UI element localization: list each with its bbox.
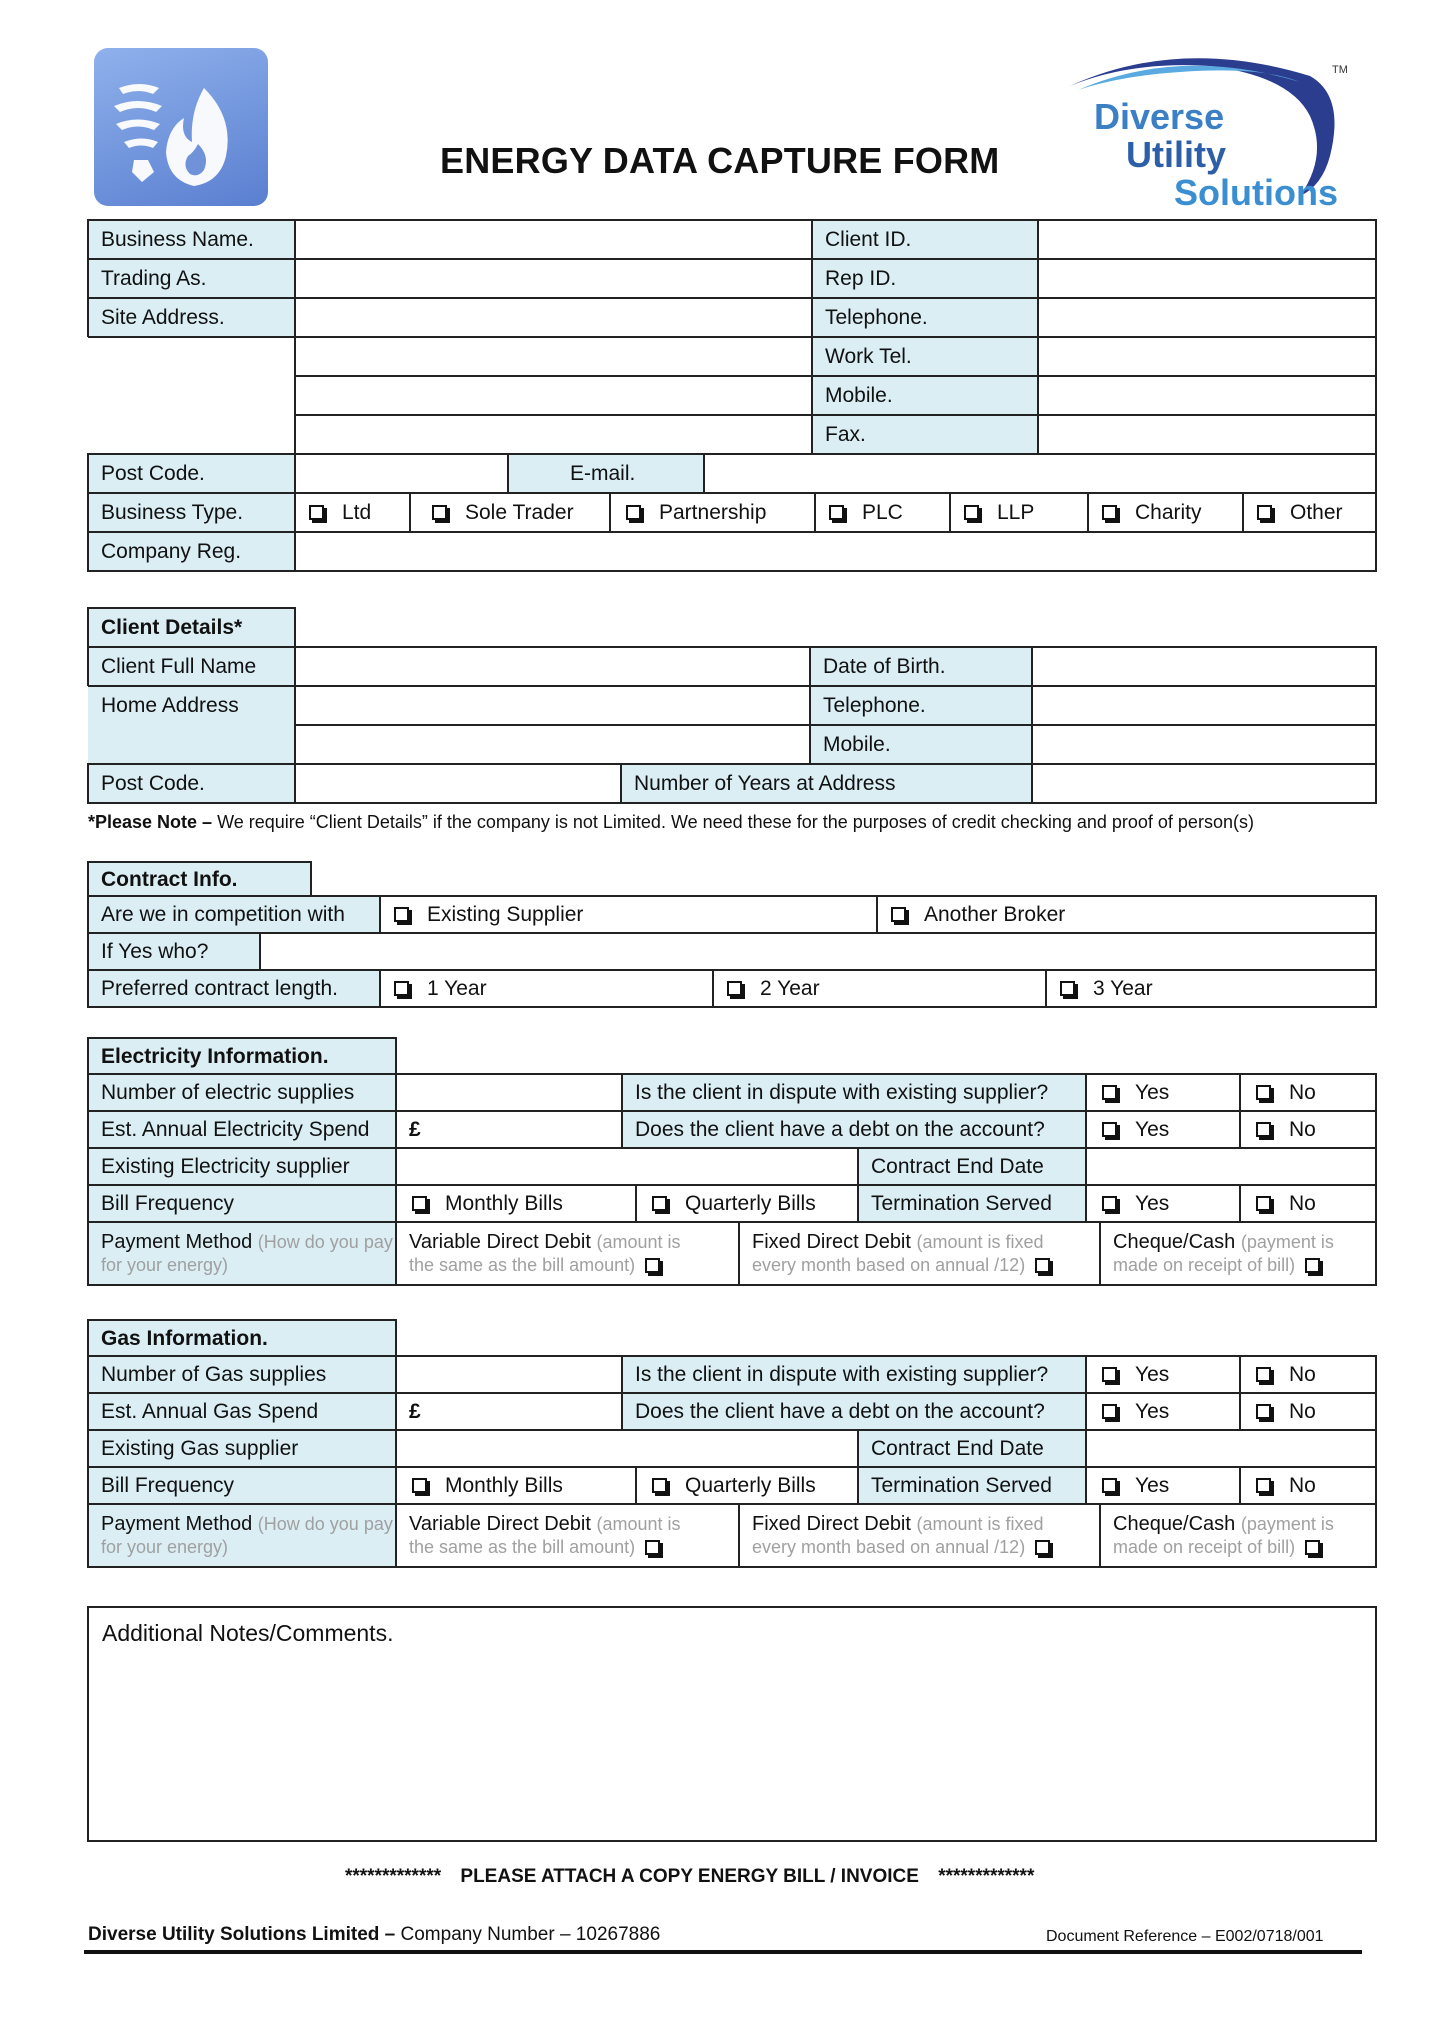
logo-word-1: Diverse — [1094, 96, 1225, 137]
attach-text: PLEASE ATTACH A COPY ENERGY BILL / INVOICE — [460, 1866, 919, 1887]
gas-debt-yes[interactable] — [1086, 1393, 1240, 1430]
checkbox[interactable] — [1102, 1367, 1117, 1382]
label-work-tel: Work Tel. — [812, 337, 1038, 376]
option-label: No — [1289, 1118, 1316, 1141]
option-label: Quarterly Bills — [685, 1474, 816, 1497]
cheque-hint: (payment is — [1240, 1231, 1334, 1252]
gas-supplies-input[interactable] — [396, 1356, 622, 1393]
fdd-hint-2: every month based on annual /12) — [752, 1536, 1026, 1557]
option-label: No — [1289, 1081, 1316, 1104]
gas-termination-yes[interactable] — [1086, 1467, 1240, 1504]
trading-as-input[interactable] — [295, 259, 812, 298]
dob-input[interactable] — [1032, 647, 1376, 686]
label-gas-termination: Termination Served — [858, 1467, 1086, 1504]
length-1-option[interactable] — [380, 970, 713, 1007]
checkbox[interactable] — [891, 907, 906, 922]
label-client-id: Client ID. — [812, 220, 1038, 259]
elec-termination-yes[interactable] — [1086, 1185, 1240, 1222]
page-title: ENERGY DATA CAPTURE FORM — [440, 140, 1000, 181]
client-post-code-input[interactable] — [295, 764, 621, 803]
site-address-input-4[interactable] — [295, 415, 812, 454]
email-input[interactable] — [704, 454, 1376, 493]
electricity-heading: Electricity Information. — [88, 1038, 396, 1074]
payment-method-hint: (How do you pay for your energy) — [101, 1513, 393, 1557]
checkbox[interactable] — [645, 1540, 660, 1555]
post-code-input[interactable] — [295, 454, 508, 493]
elec-debt-yes[interactable] — [1086, 1111, 1240, 1148]
logo-word-2: Utility — [1126, 134, 1227, 175]
fdd-hint-2: every month based on annual /12) — [752, 1254, 1026, 1275]
label-preferred-length: Preferred contract length. — [88, 970, 380, 1007]
gas-contract-end-input[interactable] — [1086, 1430, 1376, 1467]
client-note — [88, 812, 1254, 833]
label-gas-spend: Est. Annual Gas Spend — [88, 1393, 396, 1430]
label-elec-supplies: Number of electric supplies — [88, 1074, 396, 1111]
gas-vdd-option[interactable] — [396, 1504, 739, 1567]
checkbox[interactable] — [1102, 505, 1117, 520]
years-at-address-input[interactable] — [1032, 764, 1376, 803]
gas-termination-no[interactable] — [1240, 1467, 1376, 1504]
elec-dispute-yes[interactable] — [1086, 1074, 1240, 1111]
checkbox[interactable] — [1102, 1196, 1117, 1211]
label-if-yes: If Yes who? — [88, 933, 260, 970]
gas-supplier-input[interactable] — [396, 1430, 858, 1467]
gas-dispute-yes[interactable] — [1086, 1356, 1240, 1393]
elec-supplies-input[interactable] — [396, 1074, 622, 1111]
elec-vdd-option[interactable] — [396, 1222, 739, 1285]
label-years-at-address: Number of Years at Address — [621, 764, 1032, 803]
type-charity-option[interactable] — [1088, 493, 1243, 532]
vdd-hint-2: the same as the bill amount) — [409, 1536, 636, 1557]
label-gas-contract-end: Contract End Date — [858, 1430, 1086, 1467]
label-gas-debt: Does the client have a debt on the account? — [622, 1393, 1086, 1430]
option-label: No — [1289, 1192, 1316, 1215]
note-bold: *Please Note – — [88, 812, 213, 832]
option-label: 1 Year — [427, 977, 487, 1000]
fdd-hint: (amount is fixed — [916, 1513, 1044, 1534]
client-telephone-input[interactable] — [1032, 686, 1376, 725]
checkbox[interactable] — [1102, 1404, 1117, 1419]
option-label: Yes — [1135, 1474, 1170, 1497]
vdd-hint-2: the same as the bill amount) — [409, 1254, 636, 1275]
type-sole-trader-option[interactable] — [410, 493, 610, 532]
checkbox[interactable] — [412, 1478, 427, 1493]
checkbox[interactable] — [412, 1196, 427, 1211]
checkbox[interactable] — [1060, 981, 1075, 996]
label-elec-spend: Est. Annual Electricity Spend — [88, 1111, 396, 1148]
elec-monthly-option[interactable] — [396, 1185, 636, 1222]
company-logo — [1060, 46, 1360, 216]
telephone-input[interactable] — [1038, 298, 1376, 337]
option-label: Quarterly Bills — [685, 1192, 816, 1215]
gas-spend-input[interactable]: £ — [409, 1400, 421, 1423]
type-partnership-option[interactable] — [610, 493, 815, 532]
gas-debt-no[interactable] — [1240, 1393, 1376, 1430]
type-plc-option[interactable] — [815, 493, 950, 532]
elec-termination-no[interactable] — [1240, 1185, 1376, 1222]
option-label: Sole Trader — [465, 501, 574, 524]
label-gas-payment-method — [88, 1504, 396, 1567]
label-elec-termination: Termination Served — [858, 1185, 1086, 1222]
site-address-input-1[interactable] — [295, 298, 812, 337]
cheque-hint: (payment is — [1240, 1513, 1334, 1534]
rep-id-input[interactable] — [1038, 259, 1376, 298]
checkbox[interactable] — [394, 981, 409, 996]
mobile-input[interactable] — [1038, 376, 1376, 415]
elec-quarterly-option[interactable] — [636, 1185, 858, 1222]
home-address-input-1[interactable] — [295, 686, 810, 725]
footer-company — [88, 1924, 660, 1946]
fdd-hint: (amount is fixed — [916, 1231, 1044, 1252]
label-rep-id: Rep ID. — [812, 259, 1038, 298]
label-client-telephone: Telephone. — [810, 686, 1032, 725]
gas-quarterly-option[interactable] — [636, 1467, 858, 1504]
option-label: LLP — [997, 501, 1035, 524]
fax-input[interactable] — [1038, 415, 1376, 454]
footer-company-number: Company Number – 10267886 — [400, 1924, 661, 1945]
option-label: Yes — [1135, 1081, 1170, 1104]
company-reg-input[interactable] — [295, 532, 1376, 571]
logo-word-3: Solutions — [1174, 172, 1338, 213]
checkbox[interactable] — [652, 1478, 667, 1493]
label-elec-bill-frequency: Bill Frequency — [88, 1185, 396, 1222]
label-home-address-blank — [88, 725, 295, 764]
option-label: No — [1289, 1400, 1316, 1423]
gas-monthly-option[interactable] — [396, 1467, 636, 1504]
gas-cheque-option[interactable] — [1100, 1504, 1376, 1567]
footer-company-name: Diverse Utility Solutions Limited – — [88, 1924, 396, 1945]
elec-fdd-option[interactable] — [739, 1222, 1100, 1285]
option-label: Existing Supplier — [427, 903, 584, 926]
client-mobile-input[interactable] — [1032, 725, 1376, 764]
checkbox[interactable] — [652, 1196, 667, 1211]
home-address-input-2[interactable] — [295, 725, 810, 764]
site-address-input-3[interactable] — [295, 376, 812, 415]
checkbox[interactable] — [1102, 1085, 1117, 1100]
checkbox[interactable] — [829, 505, 844, 520]
label-trading-as: Trading As. — [88, 259, 295, 298]
vdd-hint: (amount is — [596, 1513, 681, 1534]
energy-icon — [94, 48, 268, 206]
client-full-name-input[interactable] — [295, 647, 810, 686]
label-email: E-mail. — [508, 454, 704, 493]
option-label: No — [1289, 1363, 1316, 1386]
checkbox[interactable] — [394, 907, 409, 922]
label-client-mobile: Mobile. — [810, 725, 1032, 764]
label-gas-dispute: Is the client in dispute with existing supplier? — [622, 1356, 1086, 1393]
type-llp-option[interactable] — [950, 493, 1088, 532]
checkbox[interactable] — [727, 981, 742, 996]
vdd-label: Variable Direct Debit — [409, 1512, 591, 1535]
checkbox[interactable] — [645, 1258, 660, 1273]
label-competition: Are we in competition with — [88, 896, 380, 933]
label-gas-supplies: Number of Gas supplies — [88, 1356, 396, 1393]
length-3-option[interactable] — [1046, 970, 1376, 1007]
option-label: Other — [1290, 501, 1343, 524]
option-label: Ltd — [342, 501, 372, 524]
type-ltd-option[interactable] — [295, 493, 410, 532]
label-elec-contract-end: Contract End Date — [858, 1148, 1086, 1185]
payment-method-text — [101, 1231, 396, 1277]
label-gas-supplier: Existing Gas supplier — [88, 1430, 396, 1467]
fdd-label: Fixed Direct Debit — [752, 1512, 911, 1535]
option-label: PLC — [862, 501, 903, 524]
checkbox[interactable] — [1256, 1085, 1271, 1100]
checkbox[interactable] — [1102, 1122, 1117, 1137]
label-company-reg: Company Reg. — [88, 532, 295, 571]
gas-dispute-no[interactable] — [1240, 1356, 1376, 1393]
label-business-name: Business Name. — [88, 220, 295, 259]
elec-debt-no[interactable] — [1240, 1111, 1376, 1148]
notes-label: Additional Notes/Comments. — [102, 1620, 394, 1646]
footer-doc-ref: Document Reference – E002/0718/001 — [1046, 1928, 1324, 1945]
label-post-code: Post Code. — [88, 454, 295, 493]
checkbox[interactable] — [1256, 1196, 1271, 1211]
payment-method-text — [101, 1513, 396, 1559]
elec-spend-input[interactable]: £ — [409, 1118, 421, 1141]
option-label: Partnership — [659, 501, 767, 524]
checkbox[interactable] — [432, 505, 447, 520]
elec-dispute-no[interactable] — [1240, 1074, 1376, 1111]
label-elec-dispute: Is the client in dispute with existing supplier? — [622, 1074, 1086, 1111]
stars-left: ************* — [345, 1866, 442, 1887]
payment-method-label: Payment Method — [101, 1230, 253, 1253]
work-tel-input[interactable] — [1038, 337, 1376, 376]
checkbox[interactable] — [1035, 1540, 1050, 1555]
checkbox[interactable] — [964, 505, 979, 520]
existing-supplier-option[interactable] — [380, 896, 877, 933]
elec-contract-end-input[interactable] — [1086, 1148, 1376, 1185]
stars-right: ************* — [938, 1866, 1035, 1887]
label-elec-payment-method — [88, 1222, 396, 1285]
checkbox[interactable] — [1035, 1258, 1050, 1273]
option-label: Yes — [1135, 1363, 1170, 1386]
elec-supplier-input[interactable] — [396, 1148, 858, 1185]
option-label: Yes — [1135, 1118, 1170, 1141]
footer-divider — [84, 1950, 1362, 1954]
checkbox[interactable] — [1256, 1122, 1271, 1137]
option-label: Another Broker — [924, 903, 1066, 926]
gas-heading: Gas Information. — [88, 1320, 396, 1356]
cheque-label: Cheque/Cash — [1113, 1230, 1236, 1253]
vdd-hint: (amount is — [596, 1231, 681, 1252]
checkbox[interactable] — [1257, 505, 1272, 520]
another-broker-option[interactable] — [877, 896, 1376, 933]
label-gas-bill-frequency: Bill Frequency — [88, 1467, 396, 1504]
option-label: No — [1289, 1474, 1316, 1497]
note-text: We require “Client Details” if the company is not Limited. We need these for the purposes of credit checking and proof of person(s) — [217, 812, 1254, 832]
label-elec-supplier: Existing Electricity supplier — [88, 1148, 396, 1185]
contract-heading: Contract Info. — [88, 862, 311, 896]
label-business-type: Business Type. — [88, 493, 295, 532]
payment-method-label: Payment Method — [101, 1512, 253, 1535]
label-site-address: Site Address. — [88, 298, 295, 337]
payment-method-hint: (How do you pay for your energy) — [101, 1231, 393, 1275]
label-mobile: Mobile. — [812, 376, 1038, 415]
checkbox[interactable] — [1256, 1367, 1271, 1382]
site-address-input-2[interactable] — [295, 337, 812, 376]
logo-tm: TM — [1332, 64, 1348, 76]
checkbox[interactable] — [309, 505, 324, 520]
client-details-heading: Client Details* — [88, 608, 295, 647]
label-elec-debt: Does the client have a debt on the account? — [622, 1111, 1086, 1148]
app-logo-tile — [94, 48, 268, 206]
length-2-option[interactable] — [713, 970, 1046, 1007]
checkbox[interactable] — [1256, 1404, 1271, 1419]
checkbox[interactable] — [1256, 1478, 1271, 1493]
checkbox[interactable] — [1102, 1478, 1117, 1493]
type-other-option[interactable] — [1243, 493, 1376, 532]
option-label: 3 Year — [1093, 977, 1153, 1000]
checkbox[interactable] — [1305, 1540, 1320, 1555]
label-client-full-name: Client Full Name — [88, 647, 295, 686]
business-name-input[interactable] — [295, 220, 812, 259]
notes-textarea[interactable] — [87, 1606, 1377, 1842]
option-label: Charity — [1135, 501, 1202, 524]
label-client-post-code: Post Code. — [88, 764, 295, 803]
option-label: Monthly Bills — [445, 1474, 563, 1497]
gas-fdd-option[interactable] — [739, 1504, 1100, 1567]
cheque-label: Cheque/Cash — [1113, 1512, 1236, 1535]
client-id-input[interactable] — [1038, 220, 1376, 259]
cheque-hint-2: made on receipt of bill) — [1113, 1536, 1296, 1557]
label-fax: Fax. — [812, 415, 1038, 454]
cheque-hint-2: made on receipt of bill) — [1113, 1254, 1296, 1275]
vdd-label: Variable Direct Debit — [409, 1230, 591, 1253]
elec-cheque-option[interactable] — [1100, 1222, 1376, 1285]
option-label: Monthly Bills — [445, 1192, 563, 1215]
label-dob: Date of Birth. — [810, 647, 1032, 686]
fdd-label: Fixed Direct Debit — [752, 1230, 911, 1253]
option-label: 2 Year — [760, 977, 820, 1000]
option-label: Yes — [1135, 1400, 1170, 1423]
if-yes-input[interactable] — [260, 933, 1376, 970]
label-home-address: Home Address — [88, 686, 295, 725]
checkbox[interactable] — [1305, 1258, 1320, 1273]
label-telephone: Telephone. — [812, 298, 1038, 337]
option-label: Yes — [1135, 1192, 1170, 1215]
checkbox[interactable] — [626, 505, 641, 520]
attach-notice — [345, 1866, 1034, 1888]
